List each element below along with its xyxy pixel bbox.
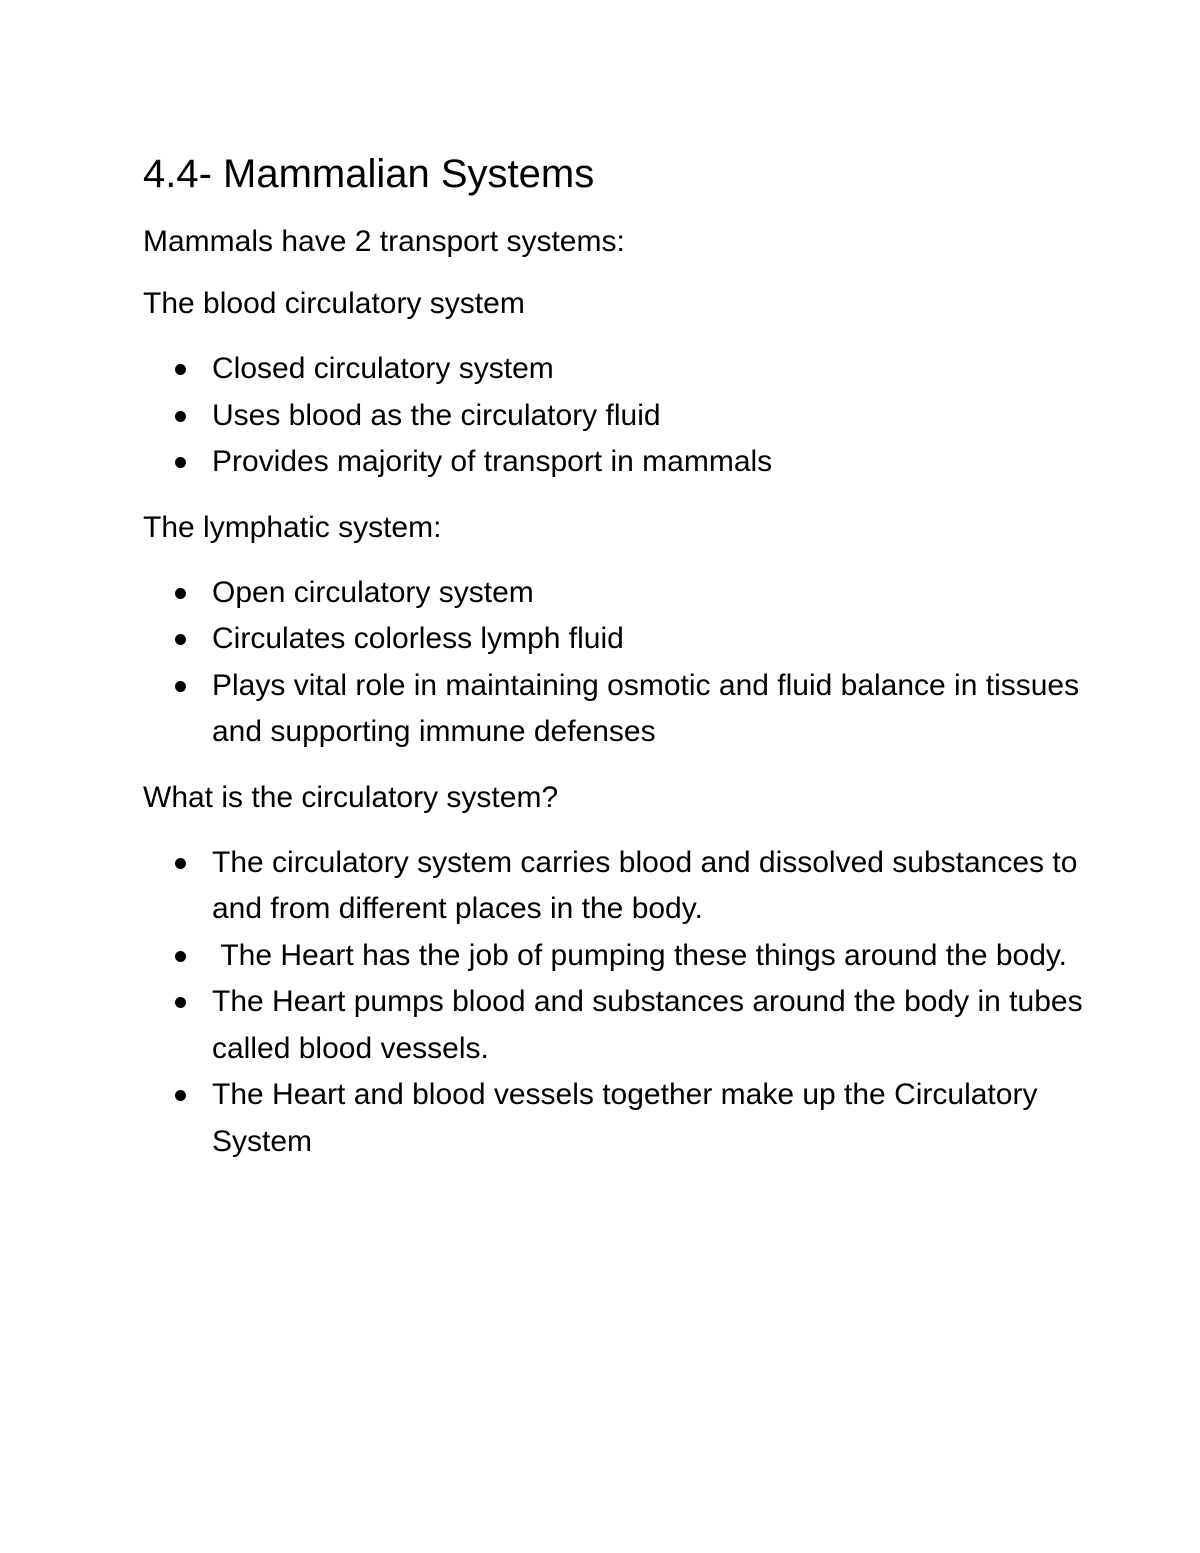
intro-text: Mammals have 2 transport systems: (143, 225, 625, 258)
lymphatic-system-list (143, 570, 1083, 756)
list-item (143, 439, 1083, 486)
blood-system-heading: The blood circulatory system (143, 287, 525, 320)
list-item (143, 1072, 1083, 1165)
list-item-text: Circulates colorless lymph fluid (212, 622, 624, 655)
bullet-icon (175, 858, 186, 869)
list-item (143, 663, 1083, 756)
bullet-icon (175, 588, 186, 599)
bullet-icon (175, 364, 186, 375)
document-page (143, 148, 1083, 1187)
list-item (143, 840, 1083, 933)
circulatory-system-list (143, 840, 1083, 1166)
list-item (143, 570, 1083, 617)
list-item-text: Uses blood as the circulatory fluid (212, 398, 661, 432)
list-item-text: Closed circulatory system (212, 352, 554, 385)
list-item-text: The Heart pumps blood and substances around the body in tubes called blood vessels. (212, 985, 1083, 1065)
bullet-icon (175, 1090, 186, 1101)
list-item (143, 393, 1083, 440)
list-item-text: Provides majority of transport in mammals (212, 445, 773, 478)
bullet-icon (175, 951, 186, 962)
bullet-icon (175, 681, 186, 692)
page-title: 4.4- Mammalian Systems (143, 152, 595, 196)
list-item (143, 933, 1083, 980)
bullet-icon (175, 634, 186, 645)
list-item-text: The Heart has the job of pumping these things around the body. (212, 938, 1068, 972)
blood-system-list (143, 346, 1083, 486)
bullet-icon (175, 411, 186, 422)
list-item-text: The Heart and blood vessels together make up the Circulatory System (212, 1078, 1038, 1158)
lymphatic-system-heading: The lymphatic system: (143, 510, 442, 544)
list-item (143, 346, 1083, 393)
list-item-text: The circulatory system carries blood and dissolved substances to and from different places in the body. (212, 845, 1078, 925)
bullet-icon (175, 997, 186, 1008)
list-item (143, 979, 1083, 1072)
bullet-icon (175, 457, 186, 468)
question-heading: What is the circulatory system? (143, 780, 559, 814)
list-item-text: Open circulatory system (212, 575, 534, 609)
list-item (143, 616, 1083, 663)
list-item-text: Plays vital role in maintaining osmotic and fluid balance in tissues and supporting immune defenses (212, 668, 1080, 748)
